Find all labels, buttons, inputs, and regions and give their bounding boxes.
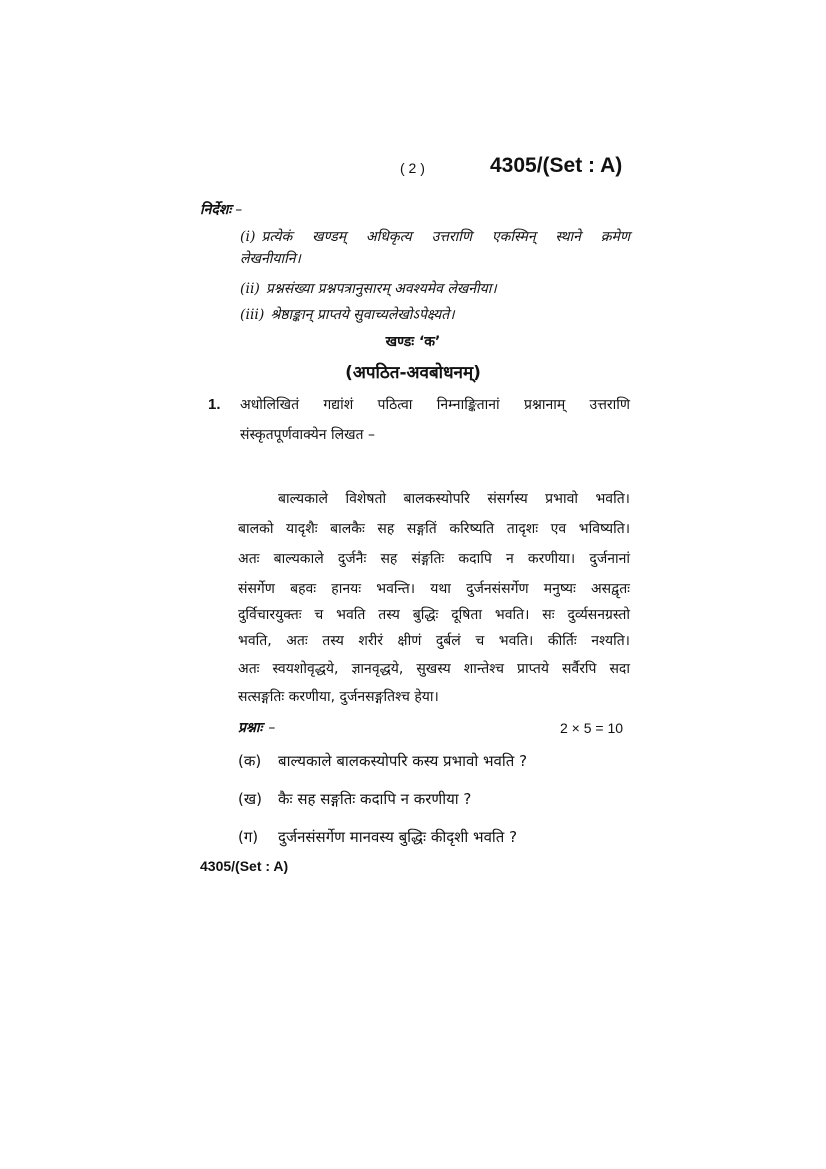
passage-line: बालको यादृशैः बालकैः सह सङ्गतिं करिष्यति तादृशः एव भविष्यति। [238, 521, 630, 537]
instruction-item-3 [240, 304, 630, 326]
question-text-line-1: अधोलिखितं गद्यांशं पठित्वा निम्नाङ्कितानां प्रश्नानाम् उत्तराणि [240, 397, 630, 413]
instruction-item-2 [240, 278, 630, 300]
instruction-number: (i) [240, 229, 256, 245]
passage-line: अतः बाल्यकाले दुर्जनैः सह संङ्गतिः कदापि न करणीया। दुर्जनानां [238, 551, 630, 567]
sub-question-label: (ग) [238, 828, 259, 846]
sub-question-ka [238, 748, 527, 774]
marks-allocation: 2 × 5 = 10 [560, 720, 624, 736]
instruction-text: प्रश्नसंख्या प्रश्नपत्रानुसारम् अवश्यमेव लेखनीया। [265, 281, 497, 297]
questions-heading-dash: – [268, 720, 276, 736]
section-title-text: खण्डः ‘क’ [385, 334, 441, 350]
passage-line: बाल्यकाले विशेषतो बालकस्योपरि संसर्गस्य प्रभावो भवति। [278, 491, 630, 507]
instructions-heading-text: निर्देशः [200, 202, 232, 218]
sub-question-text: दुर्जनसंसर्गेण मानवस्य बुद्धिः कीदृशी भवति ? [278, 828, 518, 846]
passage-line: भवति, अतः तस्य शरीरं क्षीणं दुर्बलं च भवति। कीर्तिः नश्यति। [238, 633, 630, 649]
passage-line: अतः स्वयशोवृद्धये, ज्ञानवृद्धये, सुखस्य शान्तेश्च प्राप्तये सर्वैरपि सदा [238, 661, 630, 677]
question-number: 1. [208, 396, 221, 413]
sub-question-ga [238, 824, 517, 850]
section-title [0, 332, 826, 351]
instruction-number: (ii) [240, 281, 260, 297]
section-subtitle: (अपठित-अवबोधनम्) [345, 363, 481, 383]
instructions-heading-dash: – [235, 202, 243, 218]
instructions-heading [200, 200, 242, 219]
sub-question-text: कैः सह सङ्गतिः कदापि न करणीया ? [278, 790, 472, 808]
question-text-line-2: संस्कृतपूर्णवाक्येन लिखत – [240, 427, 375, 443]
page-number: ( 2 ) [400, 160, 425, 176]
sub-question-label: (क) [238, 752, 262, 770]
paper-code-footer: 4305/(Set : A) [200, 858, 289, 874]
sub-question-text: बाल्यकाले बालकस्योपरि कस्य प्रभावो भवति ? [278, 752, 528, 770]
instruction-text: श्रेष्ठाङ्कान् प्राप्तये सुवाच्यलेखोऽपेक्ष्यते। [270, 307, 455, 323]
questions-heading [238, 718, 275, 737]
sub-question-label: (ख) [238, 790, 262, 808]
instruction-number: (iii) [240, 307, 265, 323]
passage-line: संसर्गेण बहवः हानयः भवन्ति। यथा दुर्जनसंसर्गेण मनुष्यः असद्वृतः [238, 581, 630, 597]
paper-code-header: 4305/(Set : A) [490, 154, 623, 177]
passage-line: दुर्विचारयुक्तः च भवति तस्य बुद्धिः दूषिता भवति। सः दुर्व्यसनग्रस्तो [238, 607, 630, 623]
instruction-text: प्रत्येकं खण्डम् अधिकृत्य उत्तराणि एकस्मिन् स्थाने क्रमेण [261, 229, 630, 245]
sub-question-kha [238, 786, 471, 812]
questions-heading-text: प्रश्नाः [238, 720, 263, 736]
passage-line: सत्सङ्गतिः करणीया, दुर्जनसङ्गतिश्च हेया। [238, 689, 439, 705]
instruction-item-1 [240, 226, 630, 248]
instruction-item-1-continued: लेखनीयानि। [240, 251, 301, 267]
